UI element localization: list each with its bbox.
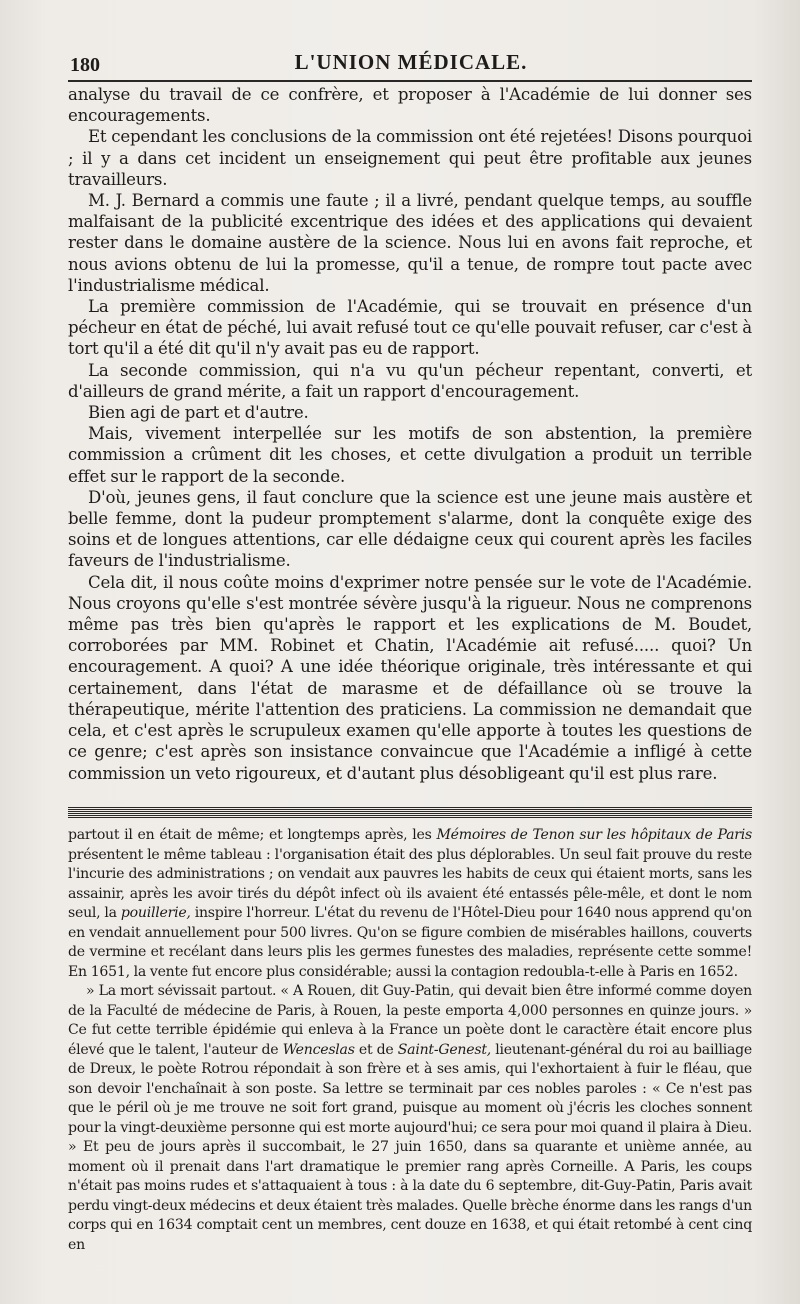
paragraph: M. J. Bernard a commis une faute ; il a livré, pendant quelque temps, au souffle malfaisant de la publicité excentrique des idées et des applications qui devaient rester dans le domaine austère de la science. Nous lui en avons fait reproche, et nous avions obtenu de lui la promesse, qu'il a tenue, de rompre tout pacte avec l'industrialisme médical. <box>68 191 752 295</box>
feuilleton-text <box>68 826 752 1255</box>
text-run: lieutenant-général du roi au bailliage de Dreux, le poète Rotrou répondait à son frère et à ses amis, qui l'exhortaient à fuir le fléau, que son devoir l'enchaînait à son poste. Sa lettre se terminait par ces nobles paroles : « Ce n'est pas que le péril où je me trouve ne soit fort grand, puisque au moment où j'écris les cloches sonnent pour la vingt-deuxième personne qui est morte aujourd'hui; ce sera pour moi quand il plaira à Dieu. » Et peu de jours après il succombait, le 27 juin 1650, dans sa quarante et unième année, au moment où il prenait dans l'art dramatique le premier rang après Corneille. A Paris, les coups n'était pas moins rudes et s'attaquaient à tous : à la date du 6 septembre, dit-Guy-Patin, Paris avait perdu vingt-deux médecins et deux étaient très malades. Quelle brèche énorme dans les rangs d'un corps qui en 1634 comptait cent un membres, cent douze en 1638, et qui était retombé à cent cinq en <box>68 1041 753 1253</box>
header-rule <box>68 80 752 82</box>
italic-title: Mémoires de Tenon sur les hôpitaux de Paris <box>436 827 752 843</box>
text-run: » La mort sévissait partout. « A Rouen, dit Guy-Patin, qui devait bien être informé comme doyen de la Faculté de médecine de Paris, à Rouen, la peste emporta 4,000 personnes en quinze jours. » Ce fut cette terrible épidémie qui enleva à la France un poète dont le caractère était encore plus élevé que le talent, l'auteur de <box>68 983 752 1058</box>
italic-title: Wenceslas <box>282 1041 355 1058</box>
paragraph: D'où, jeunes gens, il faut conclure que la science est une jeune mais austère et belle femme, dont la pudeur promptement s'alarme, dont la conquête exige des soins et de longues attentions, car elle dédaigne ceux qui courent après les faciles faveurs de l'industrialisme. <box>68 487 752 571</box>
paragraph: Et cependant les conclusions de la commission ont été rejetées! Disons pourquoi ; il y a dans cet incident un enseignement qui peut être profitable aux jeunes travailleurs. <box>68 127 752 189</box>
page-number: 180 <box>70 54 100 76</box>
text-run: inspire l'horreur. L'état du revenu de l'Hôtel-Dieu pour 1640 nous apprend qu'on en vendait annuellement pour 500 livres. Qu'on se figure combien de misérables haillons, couverts de vermine et recélant dans leurs plis les germes funestes des maladies, représente cette somme! En 1651, la vente fut encore plus considérable; aussi la contagion redoubla-t-elle à Paris en 1652. <box>68 905 752 980</box>
italic-term: pouillerie, <box>120 905 191 921</box>
page-header <box>70 46 752 76</box>
paragraph: La seconde commission, qui n'a vu qu'un pécheur repentant, converti, et d'ailleurs de grand mérite, a fait un rapport d'encouragement. <box>68 360 752 401</box>
main-text <box>68 84 752 784</box>
italic-title: Saint-Genest, <box>397 1041 491 1058</box>
running-title: L'UNION MÉDICALE. <box>294 50 528 74</box>
feuilleton-paragraph <box>68 826 752 982</box>
paragraph: Cela dit, il nous coûte moins d'exprimer notre pensée sur le vote de l'Académie. Nous croyons qu'elle s'est montrée sévère jusqu'à la rigueur. Nous ne comprenons même pas très bien qu'après le rapport et les explications de M. Boudet, corroborées par MM. Robinet et Chatin, l'Académie ait refusé..... quoi? Un encouragement. A quoi? A une idée théorique originale, très intéressante et qui certainement, dans l'état de marasme et de défaillance où se trouve la thérapeutique, mérite l'attention des praticiens. La commission ne demandait que cela, et c'est après le scrupuleux examen qu'elle apporte à toutes les questions de ce genre; c'est après son insistance convaincue que l'Académie a infligé à cette commission un veto rigoureux, et d'autant plus désobligeant qu'il est plus rare. <box>68 572 752 783</box>
paragraph: La première commission de l'Académie, qui se trouvait en présence d'un pécheur en état de péché, lui avait refusé tout ce qu'elle pouvait refuser, car c'est à tort qu'il a été dit qu'il n'y avait pas eu de rapport. <box>68 297 752 359</box>
paragraph: analyse du travail de ce confrère, et proposer à l'Académie de lui donner ses encouragements. <box>68 85 752 126</box>
text-run: et de <box>354 1041 398 1058</box>
paragraph: Bien agi de part et d'autre. <box>88 403 309 423</box>
section-divider <box>68 807 752 819</box>
feuilleton-paragraph <box>68 982 752 1255</box>
paragraph: Mais, vivement interpellée sur les motifs de son abstention, la première commission a crûment dit les choses, et cette divulgation a produit un terrible effet sur le rapport de la seconde. <box>68 424 752 486</box>
text-run: présentent le même tableau : l'organisation était des plus déplorables. Un seul fait prouve du reste l'incurie des administrations ; on vendait aux pauvres les habits de ceux qui étaient morts, sans les assainir, après les avoir tirés du dépôt infect où ils avaient été entassés pêle-mêle, et dont le nom seul, la <box>68 846 752 921</box>
text-run: partout il en était de même; et longtemps après, les <box>68 827 437 843</box>
